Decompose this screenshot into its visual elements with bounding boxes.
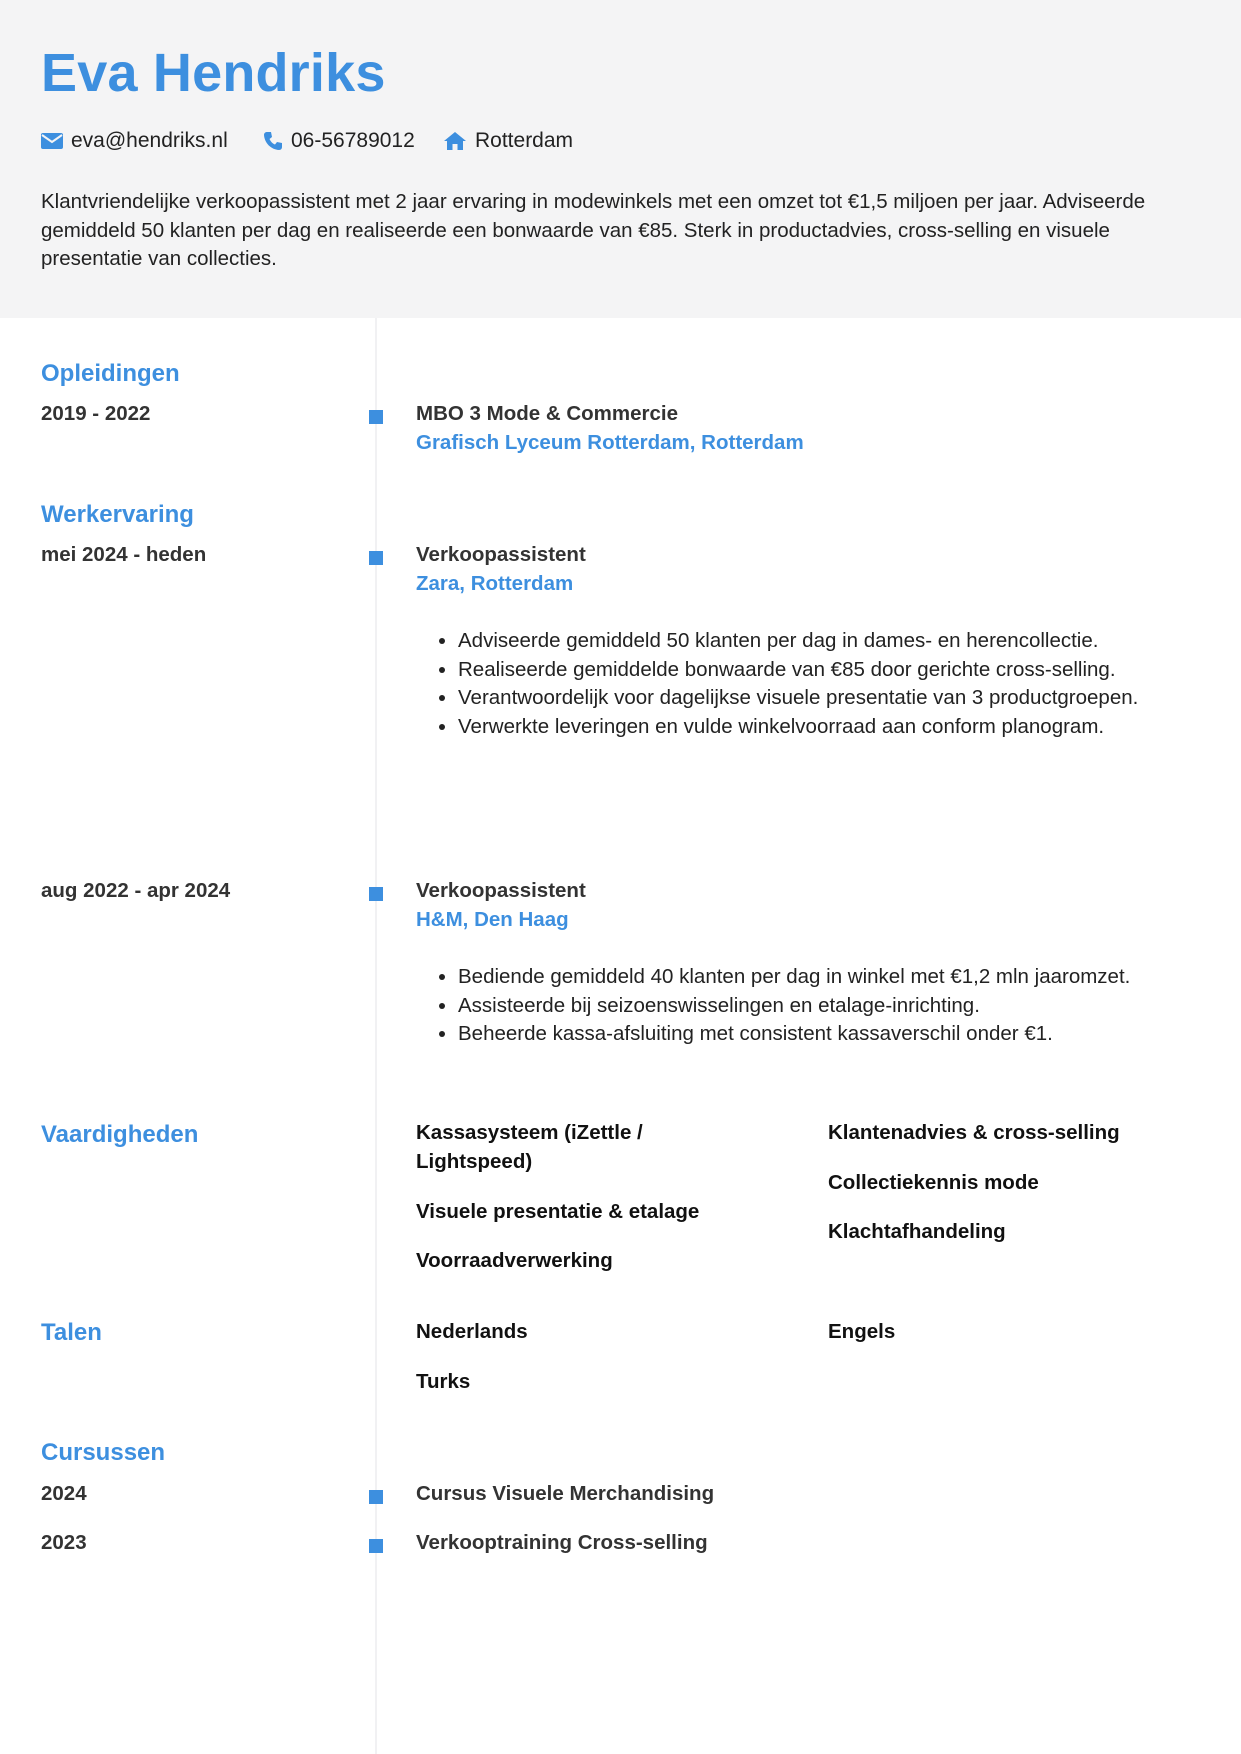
- experience-role: Verkoopassistent: [416, 543, 586, 566]
- experience-bullet: • Beheerde kassa-afsluiting met consistent kassaverschil onder €1.: [458, 1020, 1198, 1049]
- experience-date: aug 2022 - apr 2024: [41, 879, 231, 902]
- experience-bullet: • Realiseerde gemiddelde bonwaarde van €85 door gerichte cross-selling.: [458, 656, 1198, 685]
- envelope-icon: [41, 133, 63, 149]
- experience-bullet: • Bediende gemiddeld 40 klanten per dag in winkel met €1,2 mln jaaromzet.: [458, 963, 1198, 992]
- section-title-education: Opleidingen: [41, 360, 180, 387]
- skill-item: Visuele presentatie & etalage: [416, 1200, 700, 1223]
- section-title-experience: Werkervaring: [41, 501, 194, 528]
- experience-company: Zara, Rotterdam: [416, 572, 574, 595]
- experience-bullet: • Verantwoordelijk voor dagelijkse visuele presentatie van 3 productgroepen.: [458, 684, 1198, 713]
- section-title-skills: Vaardigheden: [41, 1121, 199, 1148]
- profile-summary: Klantvriendelijke verkoopassistent met 2 jaar ervaring in modewinkels met een omzet tot €1,5 miljoen per jaar. Adviseerde gemiddeld 50 klanten per dag en realiseerde een bonwaarde van €85. Sterk in productadvies, cross-selling en visuele presentatie van collecties.: [41, 190, 1146, 270]
- timeline-marker: [369, 1539, 383, 1553]
- experience-bullets: [416, 627, 1198, 741]
- language-item: Nederlands: [416, 1320, 528, 1343]
- timeline-marker: [369, 887, 383, 901]
- experience-bullets: [416, 963, 1198, 1049]
- email-text: eva@hendriks.nl: [71, 129, 228, 152]
- skill-item: Collectiekennis mode: [828, 1171, 1039, 1194]
- education-school: Grafisch Lyceum Rotterdam, Rotterdam: [416, 431, 804, 454]
- experience-date: mei 2024 - heden: [41, 543, 207, 566]
- language-item: Engels: [828, 1320, 896, 1343]
- phone-text: 06-56789012: [291, 129, 415, 152]
- skill-item: Klantenadvies & cross-selling: [828, 1121, 1120, 1144]
- course-date: 2023: [41, 1531, 87, 1554]
- experience-bullet: • Assisteerde bij seizoenswisselingen en etalage-inrichting.: [458, 992, 1198, 1021]
- skill-item: Kassasysteem (iZettle / Lightspeed): [416, 1121, 643, 1173]
- phone-icon: [263, 131, 283, 151]
- experience-bullet: • Adviseerde gemiddeld 50 klanten per dag in dames- en herencollectie.: [458, 627, 1198, 656]
- skill-item: Klachtafhandeling: [828, 1220, 1006, 1243]
- experience-bullet: • Verwerkte leveringen en vulde winkelvoorraad aan conform planogram.: [458, 713, 1198, 742]
- home-icon: [443, 131, 467, 151]
- course-name: Verkooptraining Cross-selling: [416, 1531, 708, 1554]
- timeline-marker: [369, 1490, 383, 1504]
- contact-email: [41, 128, 228, 154]
- candidate-name: Eva Hendriks: [41, 43, 386, 103]
- language-item: Turks: [416, 1370, 471, 1393]
- timeline-marker: [369, 551, 383, 565]
- experience-role: Verkoopassistent: [416, 879, 586, 902]
- section-title-courses: Cursussen: [41, 1439, 166, 1466]
- header-section: [0, 0, 1241, 318]
- section-title-languages: Talen: [41, 1319, 102, 1346]
- contact-city: [443, 128, 573, 154]
- course-date: 2024: [41, 1482, 87, 1505]
- education-degree: MBO 3 Mode & Commercie: [416, 402, 678, 425]
- experience-company: H&M, Den Haag: [416, 908, 569, 931]
- course-name: Cursus Visuele Merchandising: [416, 1482, 715, 1505]
- skill-item: Voorraadverwerking: [416, 1249, 613, 1272]
- timeline-marker: [369, 410, 383, 424]
- city-text: Rotterdam: [475, 129, 574, 152]
- education-date: 2019 - 2022: [41, 402, 151, 425]
- contact-phone: [263, 128, 415, 154]
